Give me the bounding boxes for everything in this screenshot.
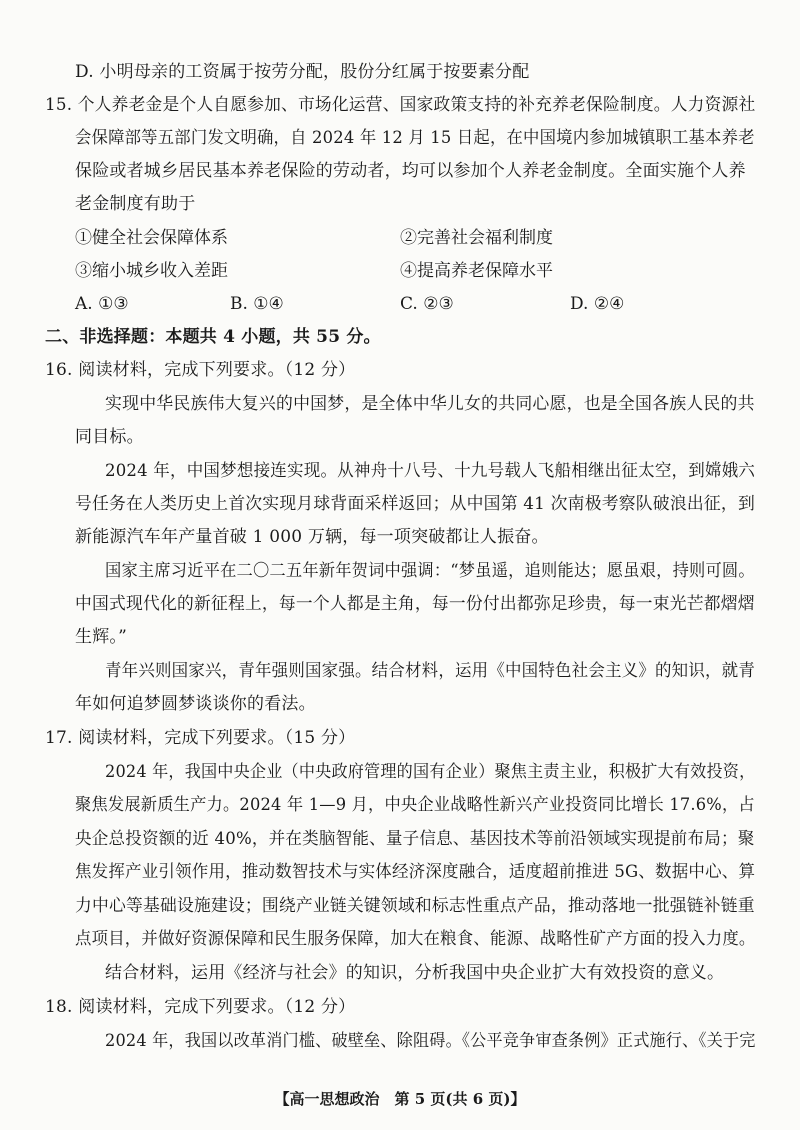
q15-choice-d: D. ②④ — [570, 294, 625, 314]
q16-question-line: 青年兴则国家兴，青年强则国家强。结合材料，运用《中国特色社会主义》的知识，就青 — [105, 661, 756, 681]
page-footer: 【高一思想政治 第 5 页(共 6 页)】 — [274, 1090, 526, 1108]
q16-material-line: 实现中华民族伟大复兴的中国梦，是全体中华儿女的共同心愿，也是全国各族人民的共 — [105, 394, 755, 414]
q16-material-line: 生辉。” — [75, 627, 127, 647]
q16-material-line: 新能源汽车年产量首破 1 000 万辆，每一项突破都让人振奋。 — [75, 527, 549, 547]
q15-choice-b: B. ①④ — [230, 294, 284, 314]
q17-material-line: 央企总投资额的近 40%，并在类脑智能、量子信息、基因技术等前沿领域实现提前布局；聚 — [75, 829, 755, 849]
q15-items-row — [75, 226, 755, 250]
q17-material-line: 力中心等基础设施建设；围绕产业链关键领域和标志性重点产品，推动落地一批强链补链重 — [75, 896, 755, 916]
q15-item: ③缩小城乡收入差距 — [75, 261, 228, 281]
q15-choice-c: C. ②③ — [400, 294, 454, 314]
q16-title: 16. 阅读材料，完成下列要求。（12 分） — [45, 360, 356, 380]
q16-material-line: 号任务在人类历史上首次实现月球背面采样返回；从中国第 41 次南极考察队破浪出征，到 — [75, 494, 755, 514]
q17-material-line: 焦发挥产业引领作用，推动数智技术与实体经济深度融合，适度超前推进 5G、数据中心、算 — [75, 862, 756, 882]
q15-item: ②完善社会福利制度 — [400, 228, 553, 248]
q15-item: ④提高养老保障水平 — [400, 261, 553, 281]
q16-material-line: 同目标。 — [75, 427, 144, 447]
q15-stem-line: 会保障部等五部门发文明确，自 2024 年 12 月 15 日起，在中国境内参加城镇职工基本养老 — [75, 128, 755, 148]
q15-item: ①健全社会保障体系 — [75, 228, 228, 248]
q16-material-line: 2024 年，中国梦想接连实现。从神舟十八号、十九号载人飞船相继出征太空，到嫦娥六 — [105, 461, 756, 481]
q15-choices-row — [75, 292, 755, 316]
section-title: 二、非选择题：本题共 4 小题，共 55 分。 — [45, 327, 381, 347]
q15-choice-a: A. ①③ — [75, 294, 129, 314]
q18-title: 18. 阅读材料，完成下列要求。（12 分） — [45, 997, 356, 1017]
q17-title: 17. 阅读材料，完成下列要求。（15 分） — [45, 728, 356, 748]
q17-material-line: 点项目，并做好资源保障和民生服务保障，加大在粮食、能源、战略性矿产方面的投入力度。 — [75, 929, 756, 949]
q16-material-line: 中国式现代化的新征程上，每一个人都是主角，每一份付出都弥足珍贵，每一束光芒都熠熠 — [75, 594, 755, 614]
q15-stem-line: 老金制度有助于 — [75, 194, 196, 214]
q18-material-line: 2024 年，我国以改革消门槛、破壁垒、除阻碍。《公平竞争审查条例》正式施行、《关于完 — [105, 1031, 756, 1051]
q17-question-line: 结合材料，运用《经济与社会》的知识，分析我国中央企业扩大有效投资的意义。 — [105, 963, 725, 983]
q16-question-line: 年如何追梦圆梦谈谈你的看法。 — [75, 694, 316, 714]
q17-material-line: 2024 年，我国中央企业（中央政府管理的国有企业）聚焦主责主业，积极扩大有效投资， — [105, 762, 756, 782]
q16-material-line: 国家主席习近平在二〇二五年新年贺词中强调：“梦虽遥，追则能达；愿虽艰，持则可圆。 — [105, 561, 755, 581]
q15-stem-line: 15. 个人养老金是个人自愿参加、市场化运营、国家政策支持的补充养老保险制度。人力资源社 — [45, 95, 756, 115]
q17-material-line: 聚焦发展新质生产力。2024 年 1—9 月，中央企业战略性新兴产业投资同比增长 17.6%，占 — [75, 795, 755, 815]
q15-stem-line: 保险或者城乡居民基本养老保险的劳动者，均可以参加个人养老金制度。全面实施个人养 — [75, 161, 746, 181]
q15-items-row — [75, 259, 755, 283]
q14-option-d: D. 小明母亲的工资属于按劳分配，股份分红属于按要素分配 — [75, 62, 530, 82]
